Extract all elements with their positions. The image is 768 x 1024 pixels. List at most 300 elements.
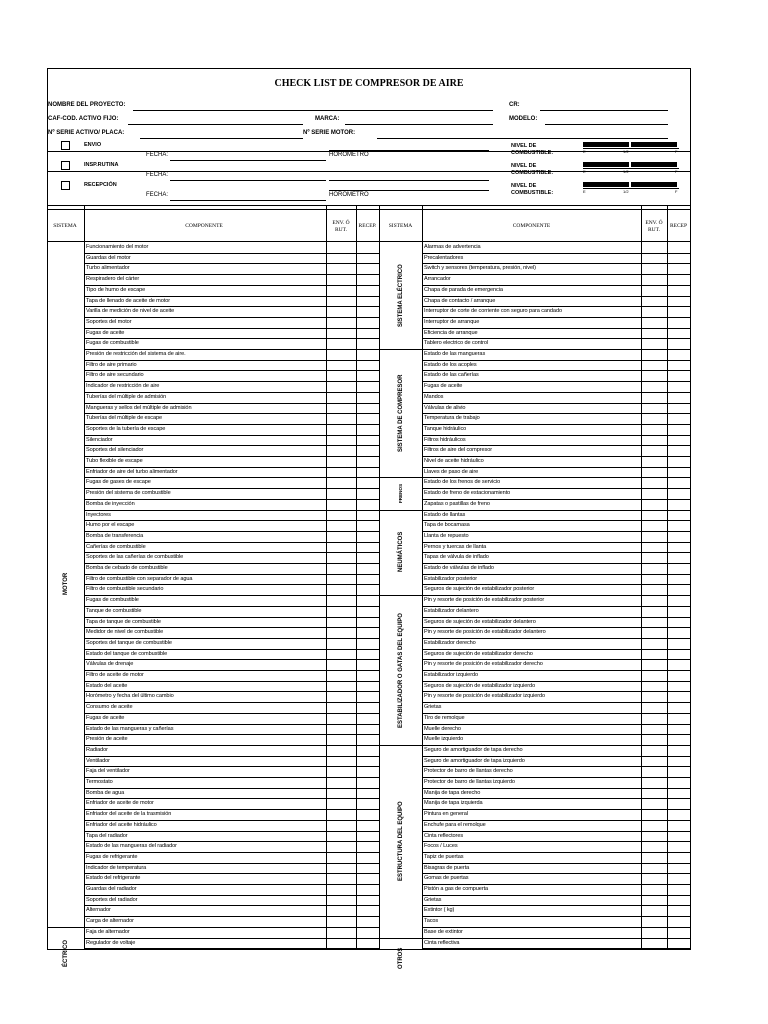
recep-check-cell[interactable]: [668, 425, 689, 434]
recep-check-cell[interactable]: [357, 842, 378, 851]
recep-check-cell[interactable]: [357, 339, 378, 348]
recep-check-cell[interactable]: [357, 393, 378, 402]
env-check-cell[interactable]: [327, 874, 355, 883]
recep-check-cell[interactable]: [668, 575, 689, 584]
recep-check-cell[interactable]: [668, 896, 689, 905]
table-row-label: Seguros de sujeción de estabilizador izquierdo: [424, 682, 536, 689]
recep-check-cell[interactable]: [357, 361, 378, 370]
env-check-cell[interactable]: [327, 692, 355, 701]
recep-check-cell[interactable]: [668, 692, 689, 701]
recep-check-cell[interactable]: [357, 543, 378, 552]
recep-check-cell[interactable]: [668, 628, 689, 637]
recep-check-cell[interactable]: [668, 264, 689, 273]
recep-check-cell[interactable]: [668, 650, 689, 659]
recep-check-cell[interactable]: [357, 264, 378, 273]
env-check-cell[interactable]: [642, 682, 666, 691]
env-check-cell[interactable]: [642, 757, 666, 766]
env-check-cell[interactable]: [327, 682, 355, 691]
recep-check-cell[interactable]: [668, 810, 689, 819]
fuel-gauge[interactable]: [583, 142, 679, 155]
recep-check-cell[interactable]: [668, 714, 689, 723]
modelo-field[interactable]: [545, 124, 668, 125]
fuel-gauge-bar: [583, 162, 679, 167]
env-check-cell[interactable]: [642, 596, 666, 605]
env-check-cell[interactable]: [327, 778, 355, 787]
recep-check-cell[interactable]: [668, 939, 689, 948]
env-check-cell[interactable]: [642, 521, 666, 530]
recep-check-cell[interactable]: [668, 596, 689, 605]
env-check-cell[interactable]: [642, 789, 666, 798]
env-check-cell[interactable]: [642, 939, 666, 948]
env-check-cell[interactable]: [642, 885, 666, 894]
env-check-cell[interactable]: [327, 254, 355, 263]
option-checkbox[interactable]: [61, 181, 70, 190]
env-check-cell[interactable]: [642, 361, 666, 370]
env-check-cell[interactable]: [327, 382, 355, 391]
recep-check-cell[interactable]: [668, 917, 689, 926]
env-check-cell[interactable]: [642, 821, 666, 830]
env-check-cell[interactable]: [327, 446, 355, 455]
env-check-cell[interactable]: [642, 874, 666, 883]
env-check-cell[interactable]: [642, 585, 666, 594]
env-check-cell[interactable]: [327, 318, 355, 327]
env-check-cell[interactable]: [327, 575, 355, 584]
env-check-cell[interactable]: [327, 543, 355, 552]
recep-check-cell[interactable]: [668, 286, 689, 295]
env-check-cell[interactable]: [327, 939, 355, 948]
date-field[interactable]: [170, 200, 326, 201]
recep-check-cell[interactable]: [668, 832, 689, 841]
env-check-cell[interactable]: [642, 318, 666, 327]
env-check-cell[interactable]: [642, 917, 666, 926]
env-check-cell[interactable]: [327, 799, 355, 808]
recep-check-cell[interactable]: [668, 607, 689, 616]
env-check-cell[interactable]: [642, 906, 666, 915]
env-check-cell[interactable]: [642, 832, 666, 841]
option-checkbox[interactable]: [61, 141, 70, 150]
env-check-cell[interactable]: [327, 671, 355, 680]
table-row-label: Enfriador del aceite de la trasmisión: [86, 811, 172, 818]
env-check-cell[interactable]: [327, 639, 355, 648]
env-check-cell[interactable]: [327, 286, 355, 295]
env-check-cell[interactable]: [327, 564, 355, 573]
recep-check-cell[interactable]: [668, 853, 689, 862]
env-check-cell[interactable]: [327, 842, 355, 851]
cr-label: CR:: [509, 102, 520, 108]
env-check-cell[interactable]: [327, 885, 355, 894]
env-check-cell[interactable]: [327, 478, 355, 487]
env-check-cell[interactable]: [642, 350, 666, 359]
recep-check-cell[interactable]: [357, 917, 378, 926]
env-check-cell[interactable]: [327, 521, 355, 530]
env-check-cell[interactable]: [327, 810, 355, 819]
env-check-cell[interactable]: [642, 853, 666, 862]
column-divider: [379, 206, 380, 949]
recep-check-cell[interactable]: [668, 618, 689, 627]
recep-check-cell[interactable]: [357, 318, 378, 327]
env-check-cell[interactable]: [642, 746, 666, 755]
recep-check-cell[interactable]: [668, 382, 689, 391]
env-check-cell[interactable]: [327, 243, 355, 252]
recep-check-cell[interactable]: [668, 778, 689, 787]
recep-check-cell[interactable]: [357, 404, 378, 413]
fuel-gauge-bar: [583, 182, 679, 187]
recep-check-cell[interactable]: [668, 329, 689, 338]
table-row-label: Varilla de medición de nivel de aceite: [86, 308, 175, 315]
recep-check-cell[interactable]: [357, 864, 378, 873]
date-field[interactable]: [170, 180, 326, 181]
env-check-cell[interactable]: [327, 585, 355, 594]
env-check-cell[interactable]: [327, 425, 355, 434]
recep-check-cell[interactable]: [357, 650, 378, 659]
option-checkbox[interactable]: [61, 161, 70, 170]
recep-check-cell[interactable]: [668, 543, 689, 552]
recep-check-cell[interactable]: [668, 906, 689, 915]
checklist-sheet: [47, 68, 691, 970]
recep-check-cell[interactable]: [357, 511, 378, 520]
recep-check-cell[interactable]: [668, 339, 689, 348]
system-group-label: NEUMÁTICOS: [397, 531, 404, 573]
env-check-cell[interactable]: [642, 735, 666, 744]
recep-check-cell[interactable]: [668, 767, 689, 776]
env-check-cell[interactable]: [327, 906, 355, 915]
recep-check-cell[interactable]: [668, 821, 689, 830]
env-check-cell[interactable]: [642, 692, 666, 701]
recep-check-cell[interactable]: [357, 885, 378, 894]
table-row-label: Termostato: [86, 779, 113, 785]
env-check-cell[interactable]: [327, 896, 355, 905]
recep-check-cell[interactable]: [357, 799, 378, 808]
env-check-cell[interactable]: [327, 511, 355, 520]
recep-check-cell[interactable]: [668, 457, 689, 466]
recep-check-cell[interactable]: [357, 778, 378, 787]
recep-check-cell[interactable]: [357, 757, 378, 766]
recep-check-cell[interactable]: [668, 885, 689, 894]
fuel-gauge[interactable]: [583, 162, 679, 175]
env-check-cell[interactable]: [642, 543, 666, 552]
recep-check-cell[interactable]: [357, 628, 378, 637]
recep-check-cell[interactable]: [668, 842, 689, 851]
horometro-field[interactable]: [329, 180, 489, 181]
env-check-cell[interactable]: [327, 746, 355, 755]
recep-check-cell[interactable]: [357, 414, 378, 423]
recep-check-cell[interactable]: [668, 703, 689, 712]
recep-check-cell[interactable]: [668, 757, 689, 766]
env-check-cell[interactable]: [327, 297, 355, 306]
recep-check-cell[interactable]: [668, 393, 689, 402]
env-check-cell[interactable]: [642, 810, 666, 819]
project-field[interactable]: [133, 110, 493, 111]
recep-check-cell[interactable]: [357, 607, 378, 616]
fuel-gauge[interactable]: [583, 182, 679, 195]
env-check-cell[interactable]: [327, 853, 355, 862]
env-check-cell[interactable]: [642, 896, 666, 905]
env-check-cell[interactable]: [327, 468, 355, 477]
recep-check-cell[interactable]: [668, 799, 689, 808]
recep-check-cell[interactable]: [357, 564, 378, 573]
recep-check-cell[interactable]: [668, 489, 689, 498]
recep-check-cell[interactable]: [668, 864, 689, 873]
recep-check-cell[interactable]: [357, 436, 378, 445]
env-check-cell[interactable]: [642, 799, 666, 808]
recep-check-cell[interactable]: [357, 286, 378, 295]
recep-check-cell[interactable]: [357, 382, 378, 391]
recep-check-cell[interactable]: [357, 746, 378, 755]
env-check-cell[interactable]: [642, 425, 666, 434]
env-check-cell[interactable]: [327, 500, 355, 509]
env-check-cell[interactable]: [642, 468, 666, 477]
recep-check-cell[interactable]: [357, 254, 378, 263]
recep-check-cell[interactable]: [668, 682, 689, 691]
recep-check-cell[interactable]: [668, 564, 689, 573]
env-check-cell[interactable]: [327, 329, 355, 338]
recep-check-cell[interactable]: [668, 500, 689, 509]
recep-check-cell[interactable]: [357, 714, 378, 723]
env-check-cell[interactable]: [327, 264, 355, 273]
recep-check-cell[interactable]: [668, 521, 689, 530]
env-check-cell[interactable]: [642, 703, 666, 712]
recep-check-cell[interactable]: [668, 928, 689, 937]
env-check-cell[interactable]: [642, 660, 666, 669]
env-check-cell[interactable]: [642, 564, 666, 573]
table-row-label: Seguros de sujeción de estabilizador delantero: [424, 618, 536, 625]
env-check-cell[interactable]: [327, 532, 355, 541]
recep-check-cell[interactable]: [668, 436, 689, 445]
recep-check-cell[interactable]: [357, 789, 378, 798]
env-check-cell[interactable]: [327, 414, 355, 423]
table-row-label: Seguro de amortiguador de tapa izquierdo: [424, 757, 525, 764]
recep-check-cell[interactable]: [357, 489, 378, 498]
recep-check-cell[interactable]: [357, 660, 378, 669]
env-check-cell[interactable]: [327, 832, 355, 841]
env-check-cell[interactable]: [327, 660, 355, 669]
recep-check-cell[interactable]: [668, 725, 689, 734]
horometro-field[interactable]: [329, 190, 489, 191]
env-check-cell[interactable]: [327, 371, 355, 380]
env-check-cell[interactable]: [642, 264, 666, 273]
env-check-cell[interactable]: [327, 725, 355, 734]
env-check-cell[interactable]: [327, 339, 355, 348]
recep-check-cell[interactable]: [357, 810, 378, 819]
env-check-cell[interactable]: [642, 778, 666, 787]
env-check-cell[interactable]: [327, 821, 355, 830]
env-check-cell[interactable]: [327, 650, 355, 659]
env-check-cell[interactable]: [642, 650, 666, 659]
env-check-cell[interactable]: [327, 735, 355, 744]
recep-check-cell[interactable]: [357, 329, 378, 338]
recep-check-cell[interactable]: [357, 639, 378, 648]
recep-check-cell[interactable]: [668, 361, 689, 370]
recep-check-cell[interactable]: [668, 318, 689, 327]
recep-check-cell[interactable]: [357, 425, 378, 434]
caf-field[interactable]: [128, 124, 303, 125]
env-check-cell[interactable]: [642, 714, 666, 723]
env-check-cell[interactable]: [642, 532, 666, 541]
env-check-cell[interactable]: [327, 596, 355, 605]
recep-check-cell[interactable]: [668, 585, 689, 594]
recep-check-cell[interactable]: [357, 682, 378, 691]
env-check-cell[interactable]: [327, 917, 355, 926]
recep-check-cell[interactable]: [357, 596, 378, 605]
env-check-cell[interactable]: [642, 500, 666, 509]
table-row-label: Regulador de voltaje: [86, 939, 136, 946]
env-check-cell[interactable]: [642, 393, 666, 402]
env-check-cell[interactable]: [642, 286, 666, 295]
env-check-cell[interactable]: [327, 607, 355, 616]
env-check-cell[interactable]: [642, 446, 666, 455]
env-check-cell[interactable]: [642, 457, 666, 466]
table-row-label: Pin y resorte de posición de estabilizador posterior: [424, 597, 545, 604]
table-row-label: Consumo de aceite: [86, 704, 133, 711]
env-check-cell[interactable]: [327, 436, 355, 445]
recep-check-cell[interactable]: [668, 297, 689, 306]
recep-check-cell[interactable]: [668, 414, 689, 423]
env-check-cell[interactable]: [327, 628, 355, 637]
recep-check-cell[interactable]: [357, 457, 378, 466]
recep-check-cell[interactable]: [357, 832, 378, 841]
env-check-cell[interactable]: [642, 243, 666, 252]
recep-check-cell[interactable]: [357, 896, 378, 905]
env-check-cell[interactable]: [327, 361, 355, 370]
recep-check-cell[interactable]: [357, 500, 378, 509]
recep-check-cell[interactable]: [357, 874, 378, 883]
env-check-cell[interactable]: [642, 436, 666, 445]
env-check-cell[interactable]: [642, 297, 666, 306]
recep-check-cell[interactable]: [357, 553, 378, 562]
recep-check-cell[interactable]: [668, 307, 689, 316]
date-field[interactable]: [170, 160, 326, 161]
recep-check-cell[interactable]: [357, 371, 378, 380]
recep-check-cell[interactable]: [668, 243, 689, 252]
recep-check-cell[interactable]: [357, 939, 378, 948]
env-check-cell[interactable]: [327, 618, 355, 627]
env-check-cell[interactable]: [642, 404, 666, 413]
recep-check-cell[interactable]: [668, 660, 689, 669]
env-check-cell[interactable]: [327, 703, 355, 712]
env-check-cell[interactable]: [642, 339, 666, 348]
recep-check-cell[interactable]: [668, 639, 689, 648]
recep-check-cell[interactable]: [357, 350, 378, 359]
env-check-cell[interactable]: [642, 639, 666, 648]
env-check-cell[interactable]: [642, 275, 666, 284]
recep-check-cell[interactable]: [357, 618, 378, 627]
env-check-cell[interactable]: [642, 371, 666, 380]
env-check-cell[interactable]: [642, 575, 666, 584]
recep-check-cell[interactable]: [357, 821, 378, 830]
group-divider: [379, 595, 422, 596]
env-check-cell[interactable]: [642, 607, 666, 616]
env-check-cell[interactable]: [327, 553, 355, 562]
env-check-cell[interactable]: [327, 350, 355, 359]
recep-check-cell[interactable]: [668, 350, 689, 359]
recep-check-cell[interactable]: [357, 275, 378, 284]
env-check-cell[interactable]: [642, 618, 666, 627]
env-check-cell[interactable]: [642, 671, 666, 680]
env-check-cell[interactable]: [642, 864, 666, 873]
env-check-cell[interactable]: [327, 457, 355, 466]
table-row-label: Tapa del radiador: [86, 832, 128, 839]
env-check-cell[interactable]: [642, 928, 666, 937]
env-check-cell[interactable]: [642, 307, 666, 316]
serie-motor-field[interactable]: [377, 138, 668, 139]
recep-check-cell[interactable]: [357, 906, 378, 915]
recep-check-cell[interactable]: [668, 553, 689, 562]
recep-check-cell[interactable]: [668, 254, 689, 263]
env-check-cell[interactable]: [327, 757, 355, 766]
env-check-cell[interactable]: [642, 382, 666, 391]
recep-check-cell[interactable]: [357, 928, 378, 937]
env-check-cell[interactable]: [642, 628, 666, 637]
recep-check-cell[interactable]: [357, 703, 378, 712]
env-check-cell[interactable]: [642, 511, 666, 520]
recep-check-cell[interactable]: [357, 725, 378, 734]
env-check-cell[interactable]: [642, 842, 666, 851]
recep-check-cell[interactable]: [668, 404, 689, 413]
recep-check-cell[interactable]: [357, 446, 378, 455]
recep-check-cell[interactable]: [357, 767, 378, 776]
recep-check-cell[interactable]: [357, 735, 378, 744]
recep-check-cell[interactable]: [357, 575, 378, 584]
recep-check-cell[interactable]: [357, 585, 378, 594]
recep-check-cell[interactable]: [668, 746, 689, 755]
marca-field[interactable]: [345, 124, 493, 125]
recep-check-cell[interactable]: [357, 532, 378, 541]
serie-field[interactable]: [140, 138, 303, 139]
recep-check-cell[interactable]: [357, 853, 378, 862]
env-check-cell[interactable]: [327, 928, 355, 937]
env-check-cell[interactable]: [642, 553, 666, 562]
env-check-cell[interactable]: [327, 864, 355, 873]
env-check-cell[interactable]: [327, 789, 355, 798]
env-check-cell[interactable]: [327, 767, 355, 776]
recep-check-cell[interactable]: [668, 511, 689, 520]
env-check-cell[interactable]: [327, 275, 355, 284]
recep-check-cell[interactable]: [357, 478, 378, 487]
recep-check-cell[interactable]: [357, 307, 378, 316]
recep-check-cell[interactable]: [668, 371, 689, 380]
env-check-cell[interactable]: [327, 489, 355, 498]
env-check-cell[interactable]: [642, 254, 666, 263]
env-check-cell[interactable]: [642, 489, 666, 498]
recep-check-cell[interactable]: [357, 521, 378, 530]
recep-check-cell[interactable]: [668, 446, 689, 455]
env-check-cell[interactable]: [642, 478, 666, 487]
recep-check-cell[interactable]: [668, 468, 689, 477]
env-check-cell[interactable]: [327, 393, 355, 402]
env-check-cell[interactable]: [642, 329, 666, 338]
env-check-cell[interactable]: [642, 414, 666, 423]
recep-check-cell[interactable]: [357, 468, 378, 477]
recep-check-cell[interactable]: [668, 532, 689, 541]
recep-check-cell[interactable]: [668, 735, 689, 744]
recep-check-cell[interactable]: [668, 789, 689, 798]
env-check-cell[interactable]: [642, 767, 666, 776]
cr-field[interactable]: [540, 110, 668, 111]
recep-check-cell[interactable]: [668, 671, 689, 680]
recep-check-cell[interactable]: [668, 478, 689, 487]
recep-check-cell[interactable]: [357, 692, 378, 701]
env-check-cell[interactable]: [327, 404, 355, 413]
recep-check-cell[interactable]: [357, 243, 378, 252]
table-row-label: Tiro de remolque: [424, 714, 465, 721]
recep-check-cell[interactable]: [357, 671, 378, 680]
env-check-cell[interactable]: [642, 725, 666, 734]
recep-check-cell[interactable]: [668, 275, 689, 284]
recep-check-cell[interactable]: [357, 297, 378, 306]
env-check-cell[interactable]: [327, 307, 355, 316]
recep-check-cell[interactable]: [668, 874, 689, 883]
env-check-cell[interactable]: [327, 714, 355, 723]
